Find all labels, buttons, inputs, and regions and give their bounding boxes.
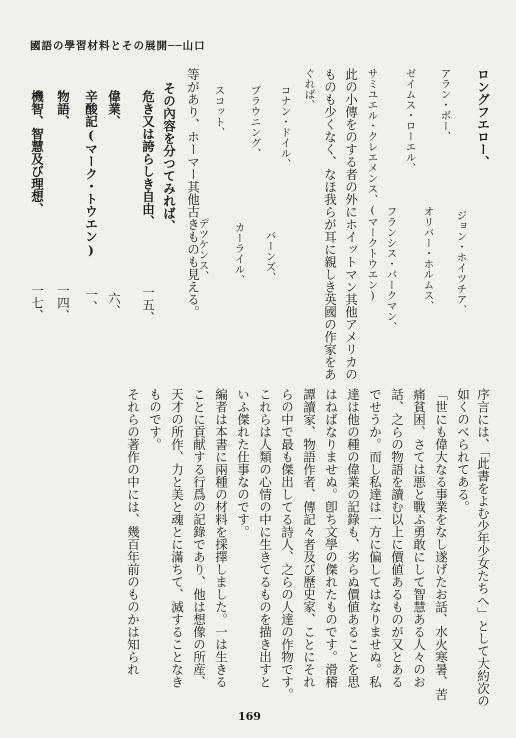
upper-line-8: 此の小傳をのする者の外にホイットマン其他アメリカの: [343, 68, 359, 381]
upper-line-10: ぐれば、: [303, 68, 316, 110]
upper-line-14: カーライル、: [233, 222, 246, 285]
upper-line-17: 等があり、ホーマー其他古きものも見える。: [185, 68, 201, 318]
upper-line-22: 六、: [106, 292, 122, 317]
upper-line-13: ブラウニング、: [249, 85, 262, 159]
lower-line-15: 天才の所作、力と美と魂とに滿ちて、滅することなき: [169, 388, 185, 688]
upper-line-4: オリバー・ホルムス、: [422, 206, 435, 311]
upper-line-18: その內容を分つてみれば、: [161, 82, 177, 232]
upper-line-26: 一四、: [55, 284, 71, 322]
upper-line-9: ものも少くなく、なほ我らが耳に親しき英國の作家をあ: [322, 68, 338, 381]
upper-line-23: 辛酸記(マーク・トウエン): [83, 90, 99, 258]
lower-line-10: らの中で最も傑出してる詩人、之らの人達の作物です。: [279, 388, 295, 701]
lower-line-9: 譚讀家、物語作者、傳記々者及び歷史家、ことにそれ: [301, 388, 317, 688]
lower-line-5: 話、之らの物語を讀む以上に價値あるものが又とある: [389, 388, 405, 688]
upper-line-27: 機智、智慧及び理想、: [29, 90, 45, 215]
lower-line-7: 達は他の種の偉業の記錄も、劣らぬ價値あることを思: [345, 388, 361, 688]
upper-line-3: アラン・ボー、: [439, 68, 452, 142]
lower-line-1: 序言には、「此書をよむ少年少女たちへ」として大約次の: [475, 388, 491, 707]
lower-line-6: でせうか。而し私達は一方に偏してはなりませぬ。私: [367, 388, 383, 688]
upper-line-5: ゼイムス・ローエル、: [404, 68, 417, 173]
upper-line-11: コナン・ドイル、: [279, 85, 292, 169]
lower-line-17: それらの著作の中には、幾百年前のものかは知られ: [125, 388, 141, 676]
lower-line-8: はねばなりませぬ。卽ち文學の傑れたものです。滑稽: [323, 388, 339, 688]
lower-line-12: いふ傑れた仕事なのです。: [235, 388, 251, 538]
upper-line-20: 一五、: [140, 286, 156, 324]
upper-line-7: サミユエル・クレエメンス、(マークトウエン): [366, 68, 379, 302]
upper-line-2: ジョン・ホイツチア、: [455, 210, 468, 315]
lower-line-11: これらは人類の心情の中に生きてるものを描き出すと: [257, 388, 273, 688]
lower-line-16: ものです。: [147, 388, 163, 451]
lower-line-13: 編者は本書に兩種の材料を採擇しました。一は生きる: [213, 388, 229, 688]
upper-line-25: 物語、: [55, 90, 71, 128]
lower-line-14: ことに貢献する行爲の記錄であり、他は想像の所産、: [191, 388, 207, 688]
upper-line-6: フランシス・パークマン、: [385, 206, 398, 332]
page-number: 169: [238, 710, 261, 723]
upper-line-24: 一、: [83, 288, 99, 313]
running-header: 國語の學習材料とその展開──山口: [30, 40, 206, 52]
lower-line-2: 如くのべられてある。: [455, 388, 471, 513]
lower-line-4: 痛貧困、さては悪と戰ふ勇敢にして智慧ある人々のお: [411, 388, 427, 688]
lower-line-3: 「世にも偉大なる事業をなし遂げたお話、水火寒暑、苦: [433, 388, 449, 701]
upper-line-12: バーンズ、: [264, 230, 277, 283]
upper-line-1: ロングフエロー、: [475, 68, 491, 168]
upper-line-19: 危き又は誇らしき自由、: [140, 90, 156, 228]
upper-line-15: スコット、: [213, 85, 226, 138]
upper-line-16: デツケンス、: [197, 218, 210, 281]
upper-line-21: 偉業、: [106, 90, 122, 128]
upper-line-28: 一七、: [29, 284, 45, 322]
